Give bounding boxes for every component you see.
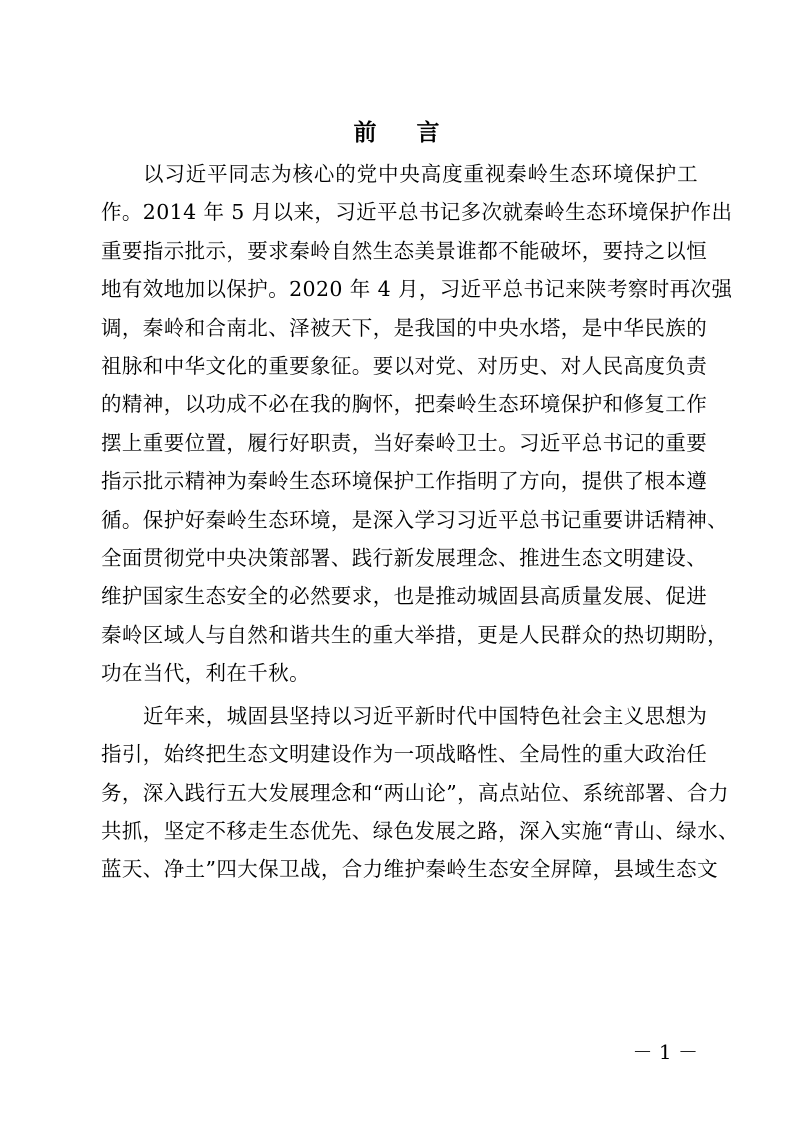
paragraph-line: 以习近平同志为核心的党中央高度重视秦岭生态环境保护工 [143, 162, 698, 186]
paragraph-line: 秦岭区域人与自然和谐共生的重大举措，更是人民群众的热切期盼， [101, 622, 728, 647]
paragraph-line: 调，秦岭和合南北、泽被天下，是我国的中央水塔，是中华民族的 [101, 315, 708, 340]
paragraph-line: 重要指示批示，要求秦岭自然生态美景谁都不能破坏，要持之以恒 [101, 238, 708, 263]
paragraph-line: 循。保护好秦岭生态环境，是深入学习习近平总书记重要讲话精神、 [101, 507, 728, 532]
paragraph-line: 指示批示精神为秦岭生态环境保护工作指明了方向，提供了根本遵 [101, 469, 708, 494]
paragraph-line: 近年来，城固县坚持以习近平新时代中国特色社会主义思想为 [143, 703, 708, 728]
paragraph-2 [101, 697, 739, 889]
body-text [101, 155, 739, 889]
paragraph-line: 维护国家生态安全的必然要求，也是推动城固县高质量发展、促进 [101, 584, 708, 609]
paragraph-line: 蓝天、净土”四大保卫战，合力维护秦岭生态安全屏障，县域生态文 [101, 857, 718, 882]
paragraph-line: 作。2014 年 5 月以来，习近平总书记多次就秦岭生态环境保护作出 [101, 200, 733, 225]
paragraph-line: 指引，始终把生态文明建设作为一项战略性、全局性的重大政治任 [101, 742, 708, 767]
paragraph-line: 功在当代，利在千秋。 [101, 661, 310, 686]
paragraph-line: 摆上重要位置，履行好职责，当好秦岭卫士。习近平总书记的重要 [101, 430, 708, 455]
paragraph-line: 的精神，以功成不必在我的胸怀，把秦岭生态环境保护和修复工作 [101, 392, 708, 417]
page-number: － 1 － [632, 1040, 698, 1064]
paragraph-1 [101, 155, 733, 693]
paragraph-line: 地有效地加以保护。2020 年 4 月，习近平总书记来陕考察时再次强 [101, 277, 733, 302]
paragraph-line: 全面贯彻党中央决策部署、践行新发展理念、推进生态文明建设、 [101, 546, 708, 571]
paragraph-line: 祖脉和中华文化的重要象征。要以对党、对历史、对人民高度负责 [101, 354, 708, 379]
paragraph-line: 务，深入践行五大发展理念和“两山论”，高点站位、系统部署、合力 [101, 780, 729, 805]
page-title: 前 言 [353, 120, 456, 146]
paragraph-line: 共抓，坚定不移走生态优先、绿色发展之路，深入实施“青山、绿水、 [101, 818, 739, 843]
